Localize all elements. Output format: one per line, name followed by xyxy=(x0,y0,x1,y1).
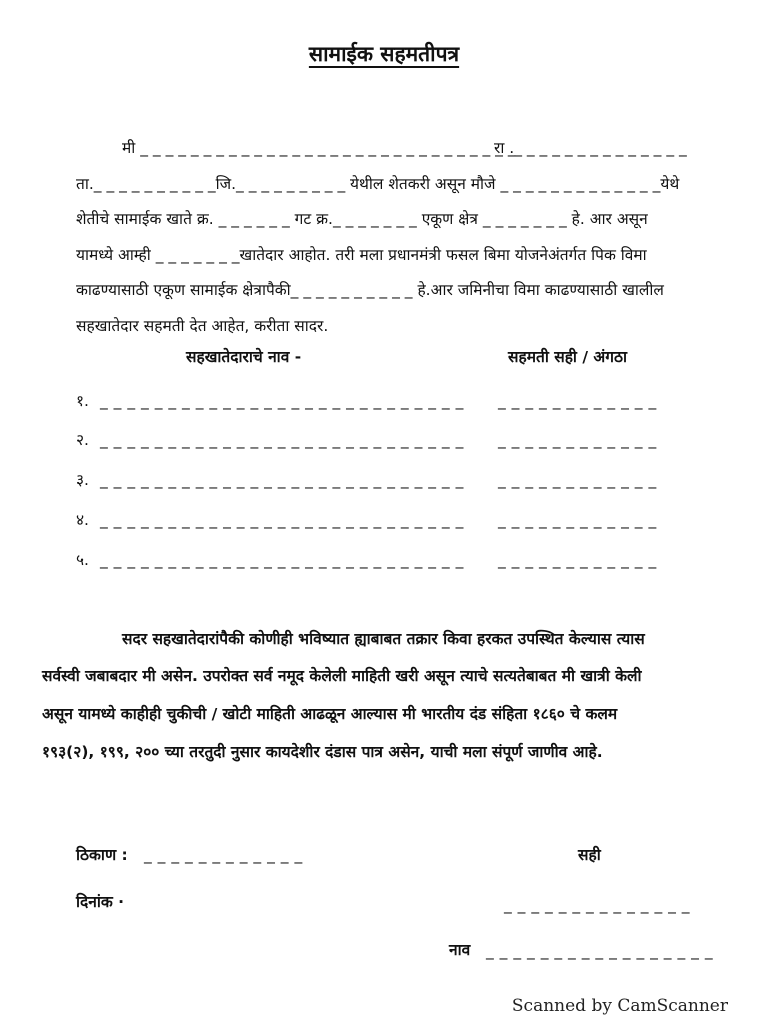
signature-blank: _ _ _ _ _ _ _ _ _ _ _ _ _ _ xyxy=(504,896,691,914)
co-holder-name-blank: _ _ _ _ _ _ _ _ _ _ _ _ _ _ _ _ _ _ _ _ _ _ _ _ _ _ _ xyxy=(100,431,464,449)
intro-line-2-taluka-district: ता._ _ _ _ _ _ _ _ _ _जि._ _ _ _ _ _ _ _ _ xyxy=(76,175,346,193)
place-blank: _ _ _ _ _ _ _ _ _ _ _ _ xyxy=(144,846,303,864)
form-title: सामाईक सहमतीपत्र xyxy=(308,42,460,66)
co-holder-name-blank: _ _ _ _ _ _ _ _ _ _ _ _ _ _ _ _ _ _ _ _ _ _ _ _ _ _ _ xyxy=(100,551,464,569)
intro-line-5: काढण्यासाठी एकूण सामाईक क्षेत्रापैकी_ _ _ _ _ _ _ _ _ _ हे.आर जमिनीचा विमा काढण्यासाठी खालील xyxy=(76,281,664,299)
row-number: ४. xyxy=(76,511,89,529)
name-blank: _ _ _ _ _ _ _ _ _ _ _ _ _ _ _ _ _ xyxy=(486,942,714,960)
co-holder-name-blank: _ _ _ _ _ _ _ _ _ _ _ _ _ _ _ _ _ _ _ _ _ _ _ _ _ _ _ xyxy=(100,471,464,489)
declaration-line-3: असून यामध्ये काहीही चुकीची / खोटी माहिती आढळून आल्यास मी भारतीय दंड संहिता १८६० चे कलम xyxy=(42,705,618,723)
co-holder-signature-blank: _ _ _ _ _ _ _ _ _ _ _ _ xyxy=(498,551,657,569)
place-label: ठिकाण : xyxy=(76,846,128,864)
declaration-line-1: सदर सहखातेदारांपैकी कोणीही भविष्यात ह्याबाबत तक्रार किवा हरकत उपस्थित केल्यास त्यास xyxy=(122,630,645,648)
row-number: ३. xyxy=(76,471,89,489)
co-holder-name-blank: _ _ _ _ _ _ _ _ _ _ _ _ _ _ _ _ _ _ _ _ _ _ _ _ _ _ _ xyxy=(100,511,464,529)
co-holder-name-header: सहखातेदाराचे नाव - xyxy=(186,348,302,366)
intro-line-1-name: मी _ _ _ _ _ _ _ _ _ _ _ _ _ _ _ _ _ _ _ _ _ _ _ _ _ _ _ _ _ _ xyxy=(122,139,516,157)
intro-line-4: यामध्ये आम्ही _ _ _ _ _ _ _खातेदार आहोत. तरी मला प्रधानमंत्री फसल बिमा योजनेअंतर्गत पिक विमा xyxy=(76,246,647,264)
date-label: दिनांक · xyxy=(76,893,125,911)
consent-signature-header: सहमती सही / अंगठा xyxy=(508,348,627,366)
signature-label: सही xyxy=(578,846,601,864)
intro-line-2-village: येथील शेतकरी असून मौजे _ _ _ _ _ _ _ _ _ _ _ _ _येथे xyxy=(350,175,680,193)
declaration-line-4: १९३(२), १९९, २०० च्या तरतुदी नुसार कायदेशीर दंडास पात्र असेन, याची मला संपूर्ण जाणीव आहे. xyxy=(42,743,603,761)
intro-line-3: शेतीचे सामाईक खाते क्र. _ _ _ _ _ _ गट क्र._ _ _ _ _ _ _ एकूण क्षेत्र _ _ _ _ _ _ _ हे. आर असून xyxy=(76,210,648,228)
row-number: ५. xyxy=(76,551,89,569)
row-number: १. xyxy=(76,392,89,410)
co-holder-signature-blank: _ _ _ _ _ _ _ _ _ _ _ _ xyxy=(498,431,657,449)
co-holder-signature-blank: _ _ _ _ _ _ _ _ _ _ _ _ xyxy=(498,392,657,410)
intro-line-1-residence: रा ._ _ _ _ _ _ _ _ _ _ _ _ _ _ xyxy=(494,139,687,157)
co-holder-signature-blank: _ _ _ _ _ _ _ _ _ _ _ _ xyxy=(498,471,657,489)
row-number: २. xyxy=(76,431,89,449)
co-holder-name-blank: _ _ _ _ _ _ _ _ _ _ _ _ _ _ _ _ _ _ _ _ _ _ _ _ _ _ _ xyxy=(100,392,464,410)
intro-line-6: सहखातेदार सहमती देत आहेत, करीता सादर. xyxy=(76,317,329,335)
declaration-line-2: सर्वस्वी जबाबदार मी असेन. उपरोक्त सर्व नमूद केलेली माहिती खरी असून त्याचे सत्यतेबाबत मी खात्री केली xyxy=(42,667,642,685)
co-holder-signature-blank: _ _ _ _ _ _ _ _ _ _ _ _ xyxy=(498,511,657,529)
camscanner-watermark: Scanned by CamScanner xyxy=(511,996,728,1016)
name-label: नाव xyxy=(449,941,471,959)
